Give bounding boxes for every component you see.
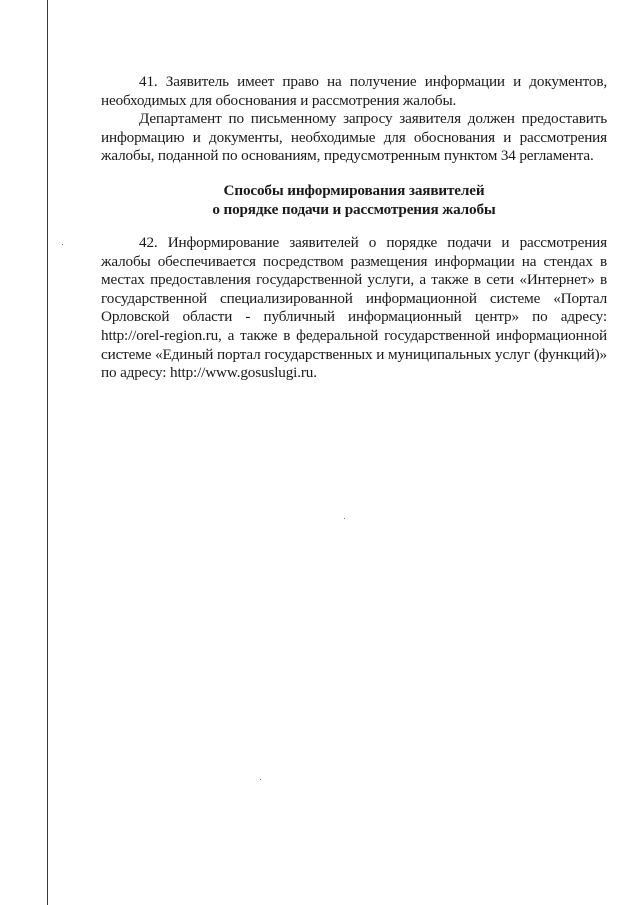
- scan-speck: [260, 779, 261, 780]
- scan-speck: [344, 518, 345, 519]
- page-binding-line: [47, 0, 48, 905]
- heading-line-1: Способы информирования заявителей: [223, 182, 485, 199]
- heading-line-2: о порядке подачи и рассмотрения жалобы: [212, 201, 496, 218]
- paragraph-41-1: 41. Заявитель имеет право на получение информации и документов, необходимых для обоснования и рассмотрения жалобы.: [101, 73, 607, 109]
- scan-speck: [62, 244, 63, 245]
- section-heading: [101, 181, 607, 219]
- section-42: [101, 234, 607, 383]
- paragraph-42-1: 42. Информирование заявителей о порядке подачи и рассмотрения жалобы обеспечивается посредством размещения информации на стендах в местах предоставления государственной услуги, а также в сети «Интернет» в государственной специализированной информационной системе «Портал Орловской области - публичный информационный центр» по адресу: http://orel-region.ru, а также в федеральной государственной информационной системе «Единый портал государственных и муниципальных услуг (функций)» по адресу: http://www.gosuslugi.ru.: [101, 234, 607, 382]
- section-41: [101, 73, 607, 166]
- paragraph-41-2: Департамент по письменному запросу заявителя должен предоставить информацию и документы, необходимые для обоснования и рассмотрения жалобы, поданной по основаниям, предусмотренным пунктом 34 регламента.: [101, 110, 607, 165]
